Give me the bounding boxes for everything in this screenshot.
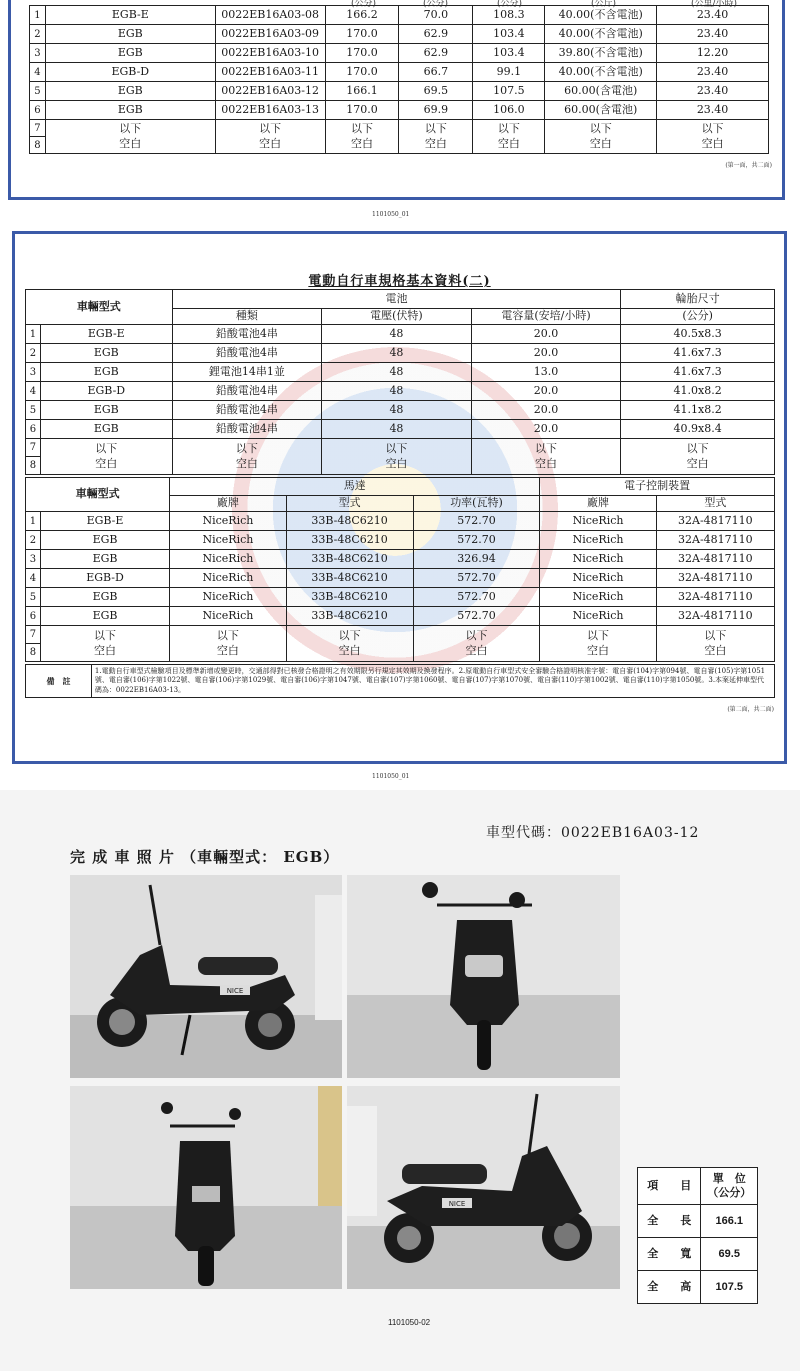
motor-power: 572.70 bbox=[413, 531, 540, 550]
row-number: 3 bbox=[30, 44, 46, 63]
row-number: 1 bbox=[26, 512, 41, 531]
remarks-table bbox=[25, 664, 775, 698]
battery-type: 鉛酸電池4串 bbox=[172, 344, 322, 363]
motor-power: 326.94 bbox=[413, 550, 540, 569]
ecu-header: 電子控制裝置 bbox=[540, 478, 775, 496]
row-number: 1 bbox=[30, 6, 46, 25]
tire-unit: (公分) bbox=[621, 309, 775, 325]
blank-bottom: 空白 bbox=[235, 456, 258, 470]
ecu-brand: NiceRich bbox=[540, 550, 656, 569]
header-length-unit: (公分) bbox=[351, 0, 377, 9]
model-code: 0022EB16A03-09 bbox=[215, 25, 325, 44]
motor-brand: NiceRich bbox=[170, 607, 286, 626]
ecu-model: 32A-4817110 bbox=[656, 512, 774, 531]
table-row bbox=[26, 344, 775, 363]
blank-top: 以下 bbox=[338, 628, 361, 642]
blank-top: 以下 bbox=[235, 441, 258, 455]
ecu-brand: NiceRich bbox=[540, 512, 656, 531]
battery-type: 鉛酸電池4串 bbox=[172, 420, 322, 439]
row-number: 7 bbox=[30, 120, 46, 137]
row-number: 6 bbox=[26, 420, 41, 439]
dims-unit-cm: （公分） bbox=[707, 1186, 752, 1199]
blank-top: 以下 bbox=[535, 441, 557, 455]
blank-top: 以下 bbox=[701, 121, 724, 135]
doc-id-3: 1101050-02 bbox=[388, 1318, 431, 1327]
motor-brand: NiceRich bbox=[170, 569, 286, 588]
vehicle-model: EGB bbox=[40, 420, 172, 439]
col-type: 種類 bbox=[172, 309, 322, 325]
vehicle-model: EGB-D bbox=[40, 382, 172, 401]
blank-top: 以下 bbox=[95, 441, 118, 455]
blank-top: 以下 bbox=[424, 121, 447, 135]
blank-cell bbox=[170, 626, 286, 662]
blank-cell bbox=[322, 439, 472, 475]
page-title: 電動自行車規格基本資料(二) bbox=[308, 274, 491, 289]
blank-cell bbox=[657, 120, 769, 154]
photo-rear bbox=[70, 1086, 342, 1289]
length-value: 170.0 bbox=[325, 101, 399, 120]
battery-type: 鋰電池14串1並 bbox=[172, 363, 322, 382]
plate-label-2: NICE bbox=[448, 1200, 466, 1208]
motor-model: 33B-48C6210 bbox=[286, 512, 413, 531]
weight-value: 60.00(含電池) bbox=[545, 82, 657, 101]
battery-type: 鉛酸電池4串 bbox=[172, 401, 322, 420]
vehicle-model: EGB bbox=[40, 588, 169, 607]
table-row bbox=[26, 550, 775, 569]
dims-header-unit bbox=[701, 1168, 758, 1205]
blank-top: 以下 bbox=[686, 441, 709, 455]
width-value: 66.7 bbox=[399, 63, 473, 82]
vehicle-model: EGB bbox=[40, 607, 169, 626]
header-height-unit: (公分) bbox=[497, 0, 523, 9]
blank-bottom: 空白 bbox=[686, 456, 709, 470]
width-value: 62.9 bbox=[399, 44, 473, 63]
blank-top: 以下 bbox=[94, 628, 117, 642]
remarks-text: 1.電動自行車型式檢驗項目及標準新增或變更時，交通部得對已核發合格證明之有效期限另行規定其效期及換發程序。2.原電動自行車型式安全審驗合格證明核准字號：電自審(104)字第094號、電自審(105)字第1051號、電自審(106)字第1022號、電自審(106)字第1029號、電自審(106)字第1047號、電自審(107)字第1060號、電自審(107)字第1070號、電自審(110)字第1002號、電自審(110)字第1050號。3.本案延伸車型代碼為：0022EB16A03-13。 bbox=[91, 665, 774, 698]
row-number: 4 bbox=[26, 382, 41, 401]
battery-type: 鉛酸電池4串 bbox=[172, 382, 322, 401]
battery-capacity: 13.0 bbox=[471, 363, 621, 382]
motor-power: 572.70 bbox=[413, 607, 540, 626]
row-number: 2 bbox=[26, 531, 41, 550]
motor-model: 33B-48C6210 bbox=[286, 607, 413, 626]
blank-top: 以下 bbox=[497, 121, 520, 135]
blank-bottom: 空白 bbox=[351, 136, 374, 150]
page-note-2: (第二面，共二面) bbox=[727, 706, 774, 713]
blank-cell bbox=[325, 120, 399, 154]
height-value: 106.0 bbox=[473, 101, 545, 120]
doc-id-2: 1101050_01 bbox=[372, 773, 410, 780]
table-row bbox=[26, 401, 775, 420]
model-code: 0022EB16A03-13 bbox=[215, 101, 325, 120]
row-number: 5 bbox=[30, 82, 46, 101]
header-width-unit: (公分) bbox=[423, 0, 449, 9]
photo-side-left bbox=[70, 875, 342, 1078]
dimension-value: 69.5 bbox=[701, 1238, 758, 1271]
col-motor-model: 型式 bbox=[286, 496, 413, 512]
model-code: 0022EB16A03-12 bbox=[215, 82, 325, 101]
table-row bbox=[26, 382, 775, 401]
remarks-label: 備 註 bbox=[26, 665, 92, 698]
header-speed-unit: (公里/小時) bbox=[691, 0, 738, 9]
table-row bbox=[30, 63, 769, 82]
col-power: 功率(瓦特) bbox=[413, 496, 540, 512]
doc-id-1: 1101050_01 bbox=[372, 211, 410, 218]
col-voltage: 電壓(伏特) bbox=[322, 309, 472, 325]
row-number: 4 bbox=[30, 63, 46, 82]
weight-value: 40.00(不含電池) bbox=[545, 6, 657, 25]
weight-value: 40.00(不含電池) bbox=[545, 63, 657, 82]
blank-cell bbox=[40, 439, 172, 475]
blank-cell bbox=[656, 626, 774, 662]
battery-voltage: 48 bbox=[322, 420, 472, 439]
blank-bottom: 空白 bbox=[587, 643, 610, 657]
blank-bottom: 空白 bbox=[704, 643, 727, 657]
ecu-model: 32A-4817110 bbox=[656, 569, 774, 588]
blank-bottom: 空白 bbox=[119, 136, 142, 150]
length-value: 170.0 bbox=[325, 25, 399, 44]
battery-voltage: 48 bbox=[322, 363, 472, 382]
length-value: 170.0 bbox=[325, 63, 399, 82]
width-value: 69.9 bbox=[399, 101, 473, 120]
height-value: 103.4 bbox=[473, 25, 545, 44]
tire-header: 輪胎尺寸 bbox=[621, 290, 775, 309]
row-number: 4 bbox=[26, 569, 41, 588]
vehicle-model: EGB bbox=[45, 25, 215, 44]
table-row bbox=[30, 120, 769, 137]
row-number: 5 bbox=[26, 588, 41, 607]
blank-bottom: 空白 bbox=[385, 456, 408, 470]
dims-unit-label: 單 位 bbox=[712, 1171, 746, 1185]
blank-top: 以下 bbox=[704, 628, 727, 642]
vehicle-model: EGB bbox=[45, 101, 215, 120]
table-row bbox=[26, 626, 775, 644]
blank-bottom: 空白 bbox=[535, 456, 557, 470]
battery-capacity: 20.0 bbox=[471, 344, 621, 363]
ecu-brand: NiceRich bbox=[540, 607, 656, 626]
spec-value: 23.40 bbox=[657, 82, 769, 101]
tire-size: 40.5x8.3 bbox=[621, 325, 775, 344]
photo-front bbox=[347, 875, 620, 1078]
motor-model: 33B-48C6210 bbox=[286, 588, 413, 607]
row-number: 8 bbox=[30, 137, 46, 154]
motor-model: 33B-48C6210 bbox=[286, 550, 413, 569]
blank-cell bbox=[172, 439, 322, 475]
blank-bottom: 空白 bbox=[95, 456, 118, 470]
vehicle-model: EGB-E bbox=[40, 512, 169, 531]
model-code: 0022EB16A03-11 bbox=[215, 63, 325, 82]
spec-page-2 bbox=[12, 231, 787, 764]
row-number: 8 bbox=[26, 644, 41, 662]
spec-value: 12.20 bbox=[657, 44, 769, 63]
col-ecu-brand: 廠牌 bbox=[540, 496, 656, 512]
vehicle-model: EGB-E bbox=[40, 325, 172, 344]
tire-size: 41.0x8.2 bbox=[621, 382, 775, 401]
battery-type: 鉛酸電池4串 bbox=[172, 325, 322, 344]
width-value: 69.5 bbox=[399, 82, 473, 101]
motor-header: 馬達 bbox=[170, 478, 540, 496]
battery-capacity: 20.0 bbox=[471, 325, 621, 344]
dimension-label: 全 寬 bbox=[638, 1238, 701, 1271]
vehicle-model-header: 車輛型式 bbox=[26, 290, 173, 325]
blank-top: 以下 bbox=[385, 441, 408, 455]
table-row bbox=[30, 101, 769, 120]
blank-top: 以下 bbox=[351, 121, 374, 135]
motor-power: 572.70 bbox=[413, 512, 540, 531]
ecu-model: 32A-4817110 bbox=[656, 550, 774, 569]
weight-value: 60.00(含電池) bbox=[545, 101, 657, 120]
weight-value: 39.80(不含電池) bbox=[545, 44, 657, 63]
blank-cell bbox=[45, 120, 215, 154]
table-row bbox=[30, 44, 769, 63]
table-row bbox=[638, 1271, 758, 1304]
blank-bottom: 空白 bbox=[465, 643, 488, 657]
row-number: 6 bbox=[30, 101, 46, 120]
motor-brand: NiceRich bbox=[170, 531, 286, 550]
row-number: 3 bbox=[26, 363, 41, 382]
width-value: 62.9 bbox=[399, 25, 473, 44]
model-code: 0022EB16A03-08 bbox=[215, 6, 325, 25]
height-value: 103.4 bbox=[473, 44, 545, 63]
motor-model: 33B-48C6210 bbox=[286, 569, 413, 588]
vehicle-model: EGB-D bbox=[45, 63, 215, 82]
photo-title: 完 成 車 照 片 （車輛型式： EGB） bbox=[70, 848, 340, 866]
row-number: 6 bbox=[26, 607, 41, 626]
battery-voltage: 48 bbox=[322, 401, 472, 420]
blank-bottom: 空白 bbox=[216, 643, 239, 657]
blank-cell bbox=[545, 120, 657, 154]
vehicle-model: EGB bbox=[45, 44, 215, 63]
blank-cell bbox=[540, 626, 656, 662]
battery-voltage: 48 bbox=[322, 344, 472, 363]
row-number: 1 bbox=[26, 325, 41, 344]
length-value: 170.0 bbox=[325, 44, 399, 63]
spec-value: 23.40 bbox=[657, 6, 769, 25]
blank-bottom: 空白 bbox=[497, 136, 520, 150]
col-capacity: 電容量(安培/小時) bbox=[471, 309, 621, 325]
blank-top: 以下 bbox=[587, 628, 610, 642]
tire-size: 41.6x7.3 bbox=[621, 344, 775, 363]
row-number: 3 bbox=[26, 550, 41, 569]
ecu-model: 32A-4817110 bbox=[656, 531, 774, 550]
dimension-label: 全 長 bbox=[638, 1205, 701, 1238]
length-value: 166.1 bbox=[325, 82, 399, 101]
plate-label-1: NICE bbox=[226, 987, 244, 995]
blank-bottom: 空白 bbox=[94, 643, 117, 657]
tire-size: 41.1x8.2 bbox=[621, 401, 775, 420]
height-value: 99.1 bbox=[473, 63, 545, 82]
blank-top: 以下 bbox=[259, 121, 282, 135]
vehicle-model: EGB-D bbox=[40, 569, 169, 588]
blank-cell bbox=[413, 626, 540, 662]
blank-top: 以下 bbox=[119, 121, 142, 135]
blank-bottom: 空白 bbox=[589, 136, 612, 150]
motor-model: 33B-48C6210 bbox=[286, 531, 413, 550]
weight-value: 40.00(不含電池) bbox=[545, 25, 657, 44]
tire-size: 41.6x7.3 bbox=[621, 363, 775, 382]
blank-cell bbox=[215, 120, 325, 154]
ecu-brand: NiceRich bbox=[540, 569, 656, 588]
ecu-model: 32A-4817110 bbox=[656, 588, 774, 607]
table-row bbox=[638, 1205, 758, 1238]
col-brand: 廠牌 bbox=[170, 496, 286, 512]
battery-voltage: 48 bbox=[322, 382, 472, 401]
blank-cell bbox=[286, 626, 413, 662]
spec-value: 23.40 bbox=[657, 25, 769, 44]
tire-size: 40.9x8.4 bbox=[621, 420, 775, 439]
table-row bbox=[30, 82, 769, 101]
model-code-label: 車型代碼： bbox=[486, 825, 561, 841]
vehicle-model: EGB bbox=[40, 550, 169, 569]
blank-top: 以下 bbox=[216, 628, 239, 642]
blank-cell bbox=[473, 120, 545, 154]
model-code: 0022EB16A03-10 bbox=[215, 44, 325, 63]
table-row bbox=[26, 607, 775, 626]
motor-power: 572.70 bbox=[413, 569, 540, 588]
blank-bottom: 空白 bbox=[701, 136, 724, 150]
row-number: 2 bbox=[30, 25, 46, 44]
row-number: 7 bbox=[26, 439, 41, 457]
vehicle-model: EGB bbox=[40, 531, 169, 550]
battery-capacity: 20.0 bbox=[471, 401, 621, 420]
ecu-model: 32A-4817110 bbox=[656, 607, 774, 626]
table-row bbox=[638, 1238, 758, 1271]
row-number: 5 bbox=[26, 401, 41, 420]
vehicle-model: EGB-E bbox=[45, 6, 215, 25]
model-code-line bbox=[486, 822, 699, 842]
battery-capacity: 20.0 bbox=[471, 420, 621, 439]
model-code-value: 0022EB16A03-12 bbox=[561, 825, 700, 841]
battery-voltage: 48 bbox=[322, 325, 472, 344]
spec-value: 23.40 bbox=[657, 63, 769, 82]
vehicle-model: EGB bbox=[45, 82, 215, 101]
motor-brand: NiceRich bbox=[170, 588, 286, 607]
vehicle-model: EGB bbox=[40, 363, 172, 382]
dimensions-box bbox=[637, 1167, 758, 1304]
blank-bottom: 空白 bbox=[424, 136, 447, 150]
height-value: 107.5 bbox=[473, 82, 545, 101]
vehicle-model: EGB bbox=[40, 344, 172, 363]
blank-top: 以下 bbox=[465, 628, 488, 642]
row-number: 8 bbox=[26, 457, 41, 475]
ecu-brand: NiceRich bbox=[540, 588, 656, 607]
col-ecu-model: 型式 bbox=[656, 496, 774, 512]
table-row bbox=[26, 588, 775, 607]
dims-header-item: 項 目 bbox=[638, 1168, 701, 1205]
dimension-label: 全 高 bbox=[638, 1271, 701, 1304]
motor-table bbox=[25, 477, 775, 662]
blank-cell bbox=[621, 439, 775, 475]
blank-top: 以下 bbox=[589, 121, 612, 135]
table-row bbox=[26, 325, 775, 344]
blank-bottom: 空白 bbox=[338, 643, 361, 657]
table-row bbox=[30, 25, 769, 44]
spec-page-1 bbox=[8, 0, 785, 200]
blank-bottom: 空白 bbox=[259, 136, 282, 150]
blank-cell bbox=[40, 626, 169, 662]
table-row bbox=[26, 512, 775, 531]
table-row bbox=[26, 569, 775, 588]
table-row bbox=[26, 420, 775, 439]
vehicle-model: EGB bbox=[40, 401, 172, 420]
length-value: 166.2 bbox=[325, 6, 399, 25]
page-note: (第一面，共二面) bbox=[725, 162, 772, 169]
blank-cell bbox=[471, 439, 621, 475]
header-weight-unit: (公斤) bbox=[591, 0, 617, 9]
photo-side-right bbox=[347, 1086, 620, 1289]
dimensions-table bbox=[29, 5, 769, 154]
battery-capacity: 20.0 bbox=[471, 382, 621, 401]
battery-header: 電池 bbox=[172, 290, 621, 309]
row-number: 7 bbox=[26, 626, 41, 644]
dimension-value: 107.5 bbox=[701, 1271, 758, 1304]
motor-brand: NiceRich bbox=[170, 512, 286, 531]
row-number: 2 bbox=[26, 344, 41, 363]
table-row bbox=[26, 531, 775, 550]
vehicle-model-header-2: 車輛型式 bbox=[26, 478, 170, 512]
blank-cell bbox=[399, 120, 473, 154]
dimension-value: 166.1 bbox=[701, 1205, 758, 1238]
ecu-brand: NiceRich bbox=[540, 531, 656, 550]
battery-table bbox=[25, 289, 775, 475]
height-value: 108.3 bbox=[473, 6, 545, 25]
table-row bbox=[26, 363, 775, 382]
spec-value: 23.40 bbox=[657, 101, 769, 120]
table-row bbox=[26, 439, 775, 457]
motor-power: 572.70 bbox=[413, 588, 540, 607]
table-row bbox=[30, 6, 769, 25]
motor-brand: NiceRich bbox=[170, 550, 286, 569]
width-value: 70.0 bbox=[399, 6, 473, 25]
cropped-header-row bbox=[31, 0, 771, 9]
